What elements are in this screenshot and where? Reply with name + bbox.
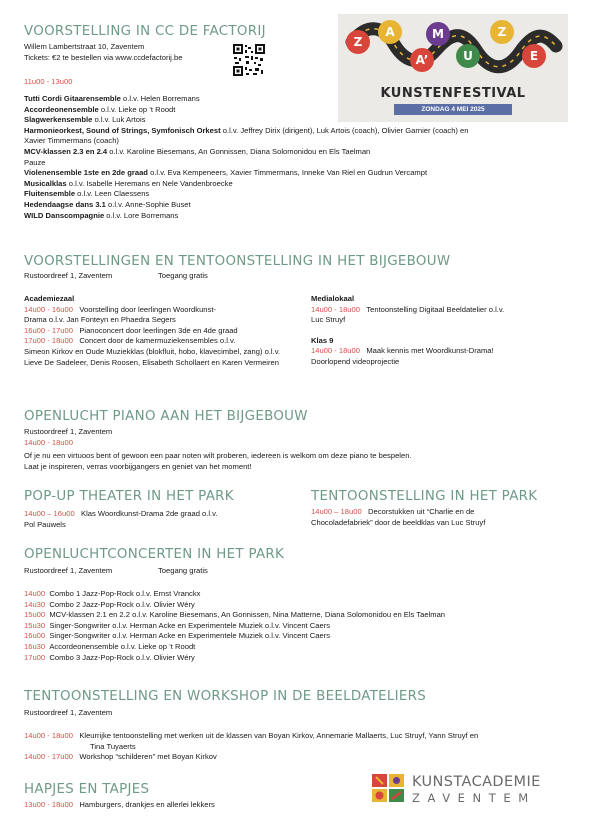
concerts-entry: Toegang gratis bbox=[158, 566, 208, 575]
academie-emblem-icon bbox=[372, 774, 406, 804]
list-item: 14u00 - 16u00 Voorstelling door leerlingen Woordkunst- bbox=[24, 304, 216, 314]
list-item: 16u00 Singer-Songwriter o.l.v. Herman Acke en Experimentele Muziek o.l.v. Vincent Caers bbox=[24, 631, 331, 641]
list-item: Musicalklas o.l.v. Isabelle Heremans en Nele Vandenbroecke bbox=[24, 178, 233, 188]
tentpark-heading: TENTOONSTELLING IN HET PARK bbox=[311, 489, 538, 504]
factorij-time: 11u00 - 13u00 bbox=[24, 77, 73, 86]
list-item-cont: Tina Tuyaerts bbox=[90, 741, 136, 751]
list-item: 14u00 – 18u00 Decorstukken uit “Charlie en de bbox=[311, 507, 475, 516]
list-item: 15u30 Singer-Songwriter o.l.v. Herman Acke en Experimentele Muziek o.l.v. Vincent Caers bbox=[24, 620, 331, 630]
popup-block bbox=[24, 509, 294, 530]
logo-letter-z: Z bbox=[346, 30, 370, 54]
list-item: 14u00 - 18u00 Maak kennis met Woordkunst-Drama! bbox=[311, 346, 494, 356]
medialokaal-block bbox=[311, 294, 573, 368]
list-item: 14u00 - 17u00 Workshop “schilderen” met Boyan Kirkov bbox=[24, 752, 217, 762]
beeld-address: Rustoordreef 1, Zaventem bbox=[24, 708, 113, 717]
list-item: Xavier Timmermans (coach) bbox=[24, 136, 119, 146]
list-item: 17u00 Combo 3 Jazz-Pop-Rock o.l.v. Olivier Wéry bbox=[24, 652, 195, 662]
list-item: 14u00 - 18u00 Tentoonstelling Digitaal Beeldatelier o.l.v. bbox=[311, 304, 505, 314]
logo-title: KUNSTENFESTIVAL bbox=[380, 86, 526, 101]
list-item: 13u00 - 18u00 Hamburgers, drankjes en allerlei lekkers bbox=[24, 800, 215, 809]
list-item: Violenensemble 1ste en 2de graad o.l.v. Eva Kempeneers, Xavier Timmermans, Inneke Van Riel en Gudrun Vercampt bbox=[24, 168, 428, 178]
list-item: 14u00 - 18u00 Kleurrijke tentoonstelling met werken uit de klassen van Boyan Kirkov, Annemarie Mallaerts, Luc Struyf, Yann Struyf en bbox=[24, 731, 479, 740]
list-item: Pauze bbox=[24, 157, 46, 167]
popup-heading: POP-UP THEATER IN HET PARK bbox=[24, 489, 234, 504]
bijgebouw-entry: Toegang gratis bbox=[158, 271, 208, 280]
list-item: Slagwerkensemble o.l.v. Luk Artois bbox=[24, 115, 146, 125]
factorij-list bbox=[24, 94, 574, 221]
tentpark-block bbox=[311, 507, 573, 528]
list-item-cont: Simeon Kirkov en Oude Muziekklas (blokfluit, hobo, klavecimbel, zang) o.l.v. Lieve De Sadeleer, Denis Roosen, Elisabeth Schollaert en Karen Vermeiren bbox=[24, 346, 281, 367]
piano-time: 14u00 - 18u00 bbox=[24, 438, 73, 447]
logo-letter-z2: Z bbox=[490, 20, 514, 44]
factorij-tickets: Tickets: €2 te bestellen via www.ccdefactorij.be bbox=[24, 53, 183, 62]
piano-text-1: Of je nu een virtuoos bent of gewoon een paar noten wilt proberen, iedereen is welkom om deze piano te bespelen. bbox=[24, 451, 412, 460]
list-item: 16u00 - 17u00 Pianoconcert door leerlingen 3de en 4de graad bbox=[24, 325, 238, 335]
logo-date: ZONDAG 4 MEI 2025 bbox=[394, 104, 512, 115]
logo-letter-e: E bbox=[522, 44, 546, 68]
list-item: 14u00 – 16u00 Klas Woordkunst-Drama 2de graad o.l.v. bbox=[24, 509, 218, 518]
piano-text-2: Laat je inspireren, verras voorbijgangers en geniet van het moment! bbox=[24, 462, 252, 471]
bijgebouw-address: Rustoordreef 1, Zaventem bbox=[24, 271, 113, 280]
list-item-cont: Chocoladefabriek” door de beeldklas van Luc Struyf bbox=[311, 517, 486, 527]
piano-heading: OPENLUCHT PIANO AAN HET BIJGEBOUW bbox=[24, 409, 308, 424]
list-item-cont: Doorlopend videoprojectie bbox=[311, 356, 400, 366]
concerts-address: Rustoordreef 1, Zaventem bbox=[24, 566, 113, 575]
factorij-heading: VOORSTELLING IN CC DE FACTORIJ bbox=[24, 24, 266, 39]
qr-code-icon[interactable] bbox=[232, 43, 266, 77]
academiezaal-block bbox=[24, 294, 296, 368]
list-item-cont: Pol Pauwels bbox=[24, 519, 66, 529]
list-item: Harmonieorkest, Sound of Strings, Symfonisch Orkest o.l.v. Jeffrey Dirix (dirigent), Luk Artois (coach), Olivier Garnier (coach) en bbox=[24, 125, 469, 135]
list-item: 15u00 MCV-klassen 2.1 en 2.2 o.l.v. Karoline Biesemans, An Gonnissen, Nina Matterne, Diana Solomonidou en Els Taelman bbox=[24, 610, 446, 620]
bijgebouw-heading: VOORSTELLINGEN EN TENTOONSTELLING IN HET BIJGEBOUW bbox=[24, 254, 451, 269]
beeld-list bbox=[24, 731, 574, 763]
academie-place: ZAVENTEM bbox=[412, 791, 536, 805]
list-item: Tutti Cordi Gitaarensemble o.l.v. Helen Borremans bbox=[24, 94, 200, 103]
klas9-title: Klas 9 bbox=[311, 335, 334, 345]
list-item: Fluitensemble o.l.v. Leen Claessens bbox=[24, 189, 150, 199]
hapjes-heading: HAPJES EN TAPJES bbox=[24, 782, 150, 797]
list-item: 14u30 Combo 2 Jazz-Pop-Rock o.l.v. Olivier Wéry bbox=[24, 599, 195, 609]
logo-letter-a: A bbox=[378, 20, 402, 44]
academiezaal-title: Academiezaal bbox=[24, 294, 75, 303]
logo-letter-m: M bbox=[426, 22, 450, 46]
academie-name: KUNSTACADEMIE bbox=[412, 774, 541, 790]
piano-address: Rustoordreef 1, Zaventem bbox=[24, 427, 113, 436]
concerts-list bbox=[24, 589, 574, 663]
list-item: 14u00 Combo 1 Jazz-Pop-Rock o.l.v. Ernst Vranckx bbox=[24, 589, 201, 598]
list-item: Accordeonensemble o.l.v. Lieke op ‘t Roodt bbox=[24, 104, 176, 114]
logo-letter-accent: A’ bbox=[410, 48, 434, 72]
medialokaal-title: Medialokaal bbox=[311, 294, 355, 303]
list-item: 16u30 Accordeonensemble o.l.v. Lieke op ‘t Roodt bbox=[24, 641, 196, 651]
concerts-heading: OPENLUCHTCONCERTEN IN HET PARK bbox=[24, 547, 285, 562]
list-item: WILD Danscompagnie o.l.v. Lore Borremans bbox=[24, 210, 179, 220]
list-item: Hedendaagse dans 3.1 o.l.v. Anne-Sophie Buset bbox=[24, 199, 191, 209]
list-item: 17u00 - 18u00 Concert door de kamermuziekensembles o.l.v. bbox=[24, 336, 236, 346]
logo-letter-u: U bbox=[456, 44, 480, 68]
beeld-heading: TENTOONSTELLING EN WORKSHOP IN DE BEELDATELIERS bbox=[24, 689, 427, 704]
factorij-address: Willem Lambertstraat 10, Zaventem bbox=[24, 42, 145, 51]
list-item-cont: Drama o.l.v. Jan Fonteyn en Phaedra Segers bbox=[24, 315, 176, 325]
list-item-cont: Luc Struyf bbox=[311, 315, 346, 325]
list-item: MCV-klassen 2.3 en 2.4 o.l.v. Karoline Biesemans, An Gonnissen, Diana Solomonidou en Els Taelman bbox=[24, 146, 371, 156]
